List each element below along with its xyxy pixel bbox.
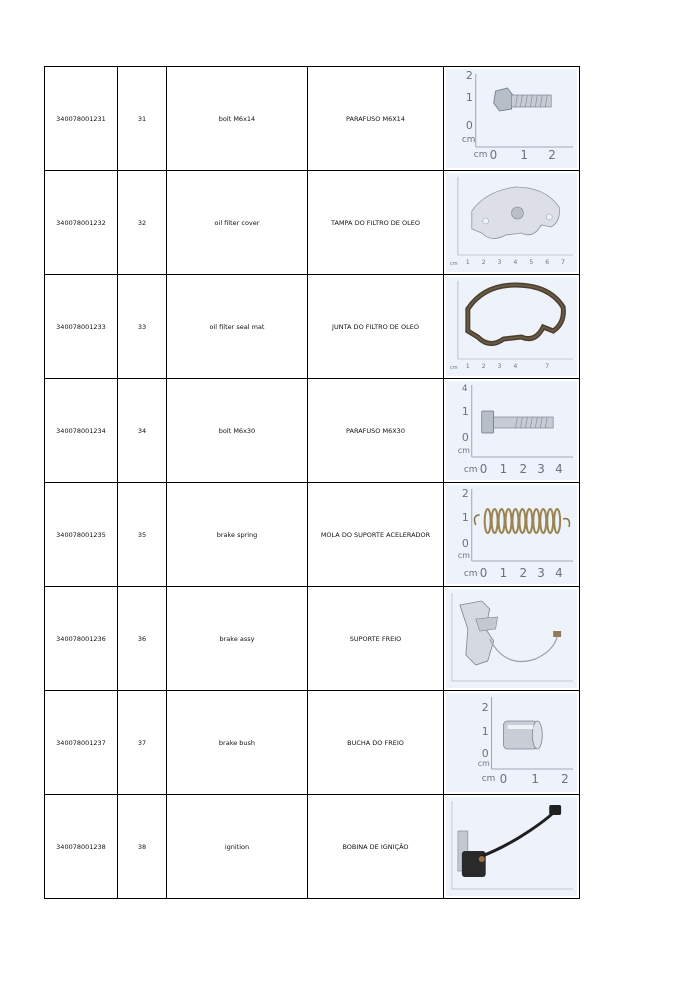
svg-text:6: 6 xyxy=(545,258,550,267)
svg-text:cm: cm xyxy=(463,568,478,580)
svg-text:3: 3 xyxy=(537,565,545,581)
svg-text:0: 0 xyxy=(499,771,508,787)
svg-text:0: 0 xyxy=(479,565,488,581)
part-photo-cell xyxy=(444,275,580,379)
part-name-en: oil filter cover xyxy=(167,171,308,275)
oil-filter-cover-photo xyxy=(446,173,577,272)
svg-text:2: 2 xyxy=(519,461,528,477)
bolt-m6x30-photo xyxy=(446,381,577,480)
brake-bush-photo xyxy=(446,693,577,792)
svg-text:cm: cm xyxy=(481,773,496,785)
part-code: 340078001234 xyxy=(45,379,118,483)
table-row xyxy=(45,67,580,171)
svg-text:3: 3 xyxy=(537,461,545,477)
part-photo-cell xyxy=(444,379,580,483)
part-photo-cell xyxy=(444,587,580,691)
ruler-tick-label: 1 xyxy=(520,147,529,163)
ruler-tick-label: 2 xyxy=(465,69,473,83)
svg-text:1: 1 xyxy=(465,258,470,267)
part-name-en: brake spring xyxy=(167,483,308,587)
part-number: 37 xyxy=(118,691,167,795)
svg-text:3: 3 xyxy=(497,362,502,371)
part-name-pt: JUNTA DO FILTRO DE OLEO xyxy=(308,275,444,379)
svg-text:cm: cm xyxy=(449,364,458,372)
svg-text:cm: cm xyxy=(477,758,490,769)
part-name-en: ignition xyxy=(167,795,308,899)
part-name-pt: BUCHA DO FREIO xyxy=(308,691,444,795)
ruler-tick-label: 0 xyxy=(465,118,473,133)
part-code: 340078001231 xyxy=(45,67,118,171)
svg-text:cm: cm xyxy=(463,464,478,476)
part-name-pt: SUPORTE FREIO xyxy=(308,587,444,691)
svg-text:2: 2 xyxy=(461,486,469,501)
svg-text:cm: cm xyxy=(457,445,470,456)
part-code: 340078001236 xyxy=(45,587,118,691)
svg-text:1: 1 xyxy=(461,510,469,525)
part-name-en: bolt M6x30 xyxy=(167,379,308,483)
table-row xyxy=(45,171,580,275)
brake-spring-photo xyxy=(446,485,577,584)
part-code: 340078001238 xyxy=(45,795,118,899)
part-name-en: oil filter seal mat xyxy=(167,275,308,379)
svg-text:4: 4 xyxy=(513,362,518,371)
ruler-tick-label: 2 xyxy=(548,147,556,163)
part-number: 33 xyxy=(118,275,167,379)
parts-table xyxy=(44,66,580,899)
table-row xyxy=(45,483,580,587)
part-name-pt: TAMPA DO FILTRO DE OLEO xyxy=(308,171,444,275)
svg-text:4: 4 xyxy=(555,461,563,477)
svg-text:0: 0 xyxy=(461,536,469,551)
svg-text:0: 0 xyxy=(481,746,489,761)
part-name-pt: PARAFUSO M6X14 xyxy=(308,67,444,171)
part-photo-cell xyxy=(444,67,580,171)
svg-text:5: 5 xyxy=(529,258,534,267)
part-name-en: brake assy xyxy=(167,587,308,691)
svg-text:2: 2 xyxy=(519,565,528,581)
part-number: 36 xyxy=(118,587,167,691)
svg-text:0: 0 xyxy=(461,430,469,445)
brake-assy-photo xyxy=(446,589,577,688)
part-code: 340078001233 xyxy=(45,275,118,379)
part-photo-cell xyxy=(444,483,580,587)
part-name-pt: PARAFUSO M6X30 xyxy=(308,379,444,483)
part-name-pt: BOBINA DE IGNIÇÃO xyxy=(308,795,444,899)
part-photo-cell xyxy=(444,795,580,899)
table-row xyxy=(45,587,580,691)
ruler-unit-label: cm xyxy=(473,149,488,161)
part-number: 34 xyxy=(118,379,167,483)
table-row xyxy=(45,275,580,379)
svg-text:2: 2 xyxy=(481,362,486,371)
ruler-tick-label: 0 xyxy=(489,147,498,163)
svg-text:3: 3 xyxy=(497,258,502,267)
ruler-tick-label: 1 xyxy=(465,90,473,105)
part-photo-cell xyxy=(444,691,580,795)
svg-text:4: 4 xyxy=(513,258,518,267)
svg-text:1: 1 xyxy=(461,404,469,419)
parts-table-body xyxy=(45,67,580,899)
part-number: 32 xyxy=(118,171,167,275)
svg-text:1: 1 xyxy=(499,461,508,477)
part-number: 38 xyxy=(118,795,167,899)
svg-text:7: 7 xyxy=(545,362,550,371)
part-photo-cell xyxy=(444,171,580,275)
part-code: 340078001232 xyxy=(45,171,118,275)
svg-text:4: 4 xyxy=(555,565,563,581)
part-number: 35 xyxy=(118,483,167,587)
bolt-m6x14-photo xyxy=(446,69,577,168)
svg-text:0: 0 xyxy=(479,461,488,477)
table-row xyxy=(45,691,580,795)
part-name-en: bolt M6x14 xyxy=(167,67,308,171)
part-code: 340078001237 xyxy=(45,691,118,795)
svg-text:2: 2 xyxy=(481,700,489,715)
ruler-unit-label: cm xyxy=(461,134,476,146)
svg-text:1: 1 xyxy=(531,771,539,787)
part-name-pt: MOLA DO SUPORTE ACELERADOR xyxy=(308,483,444,587)
part-name-en: brake bush xyxy=(167,691,308,795)
svg-text:cm: cm xyxy=(457,550,470,561)
table-row xyxy=(45,379,580,483)
svg-text:2: 2 xyxy=(481,258,486,267)
svg-text:4: 4 xyxy=(461,383,468,395)
svg-text:1: 1 xyxy=(481,724,489,739)
part-code: 340078001235 xyxy=(45,483,118,587)
oil-filter-seal-mat-photo xyxy=(446,277,577,376)
table-row xyxy=(45,795,580,899)
ignition-coil-photo xyxy=(446,797,577,896)
svg-text:1: 1 xyxy=(499,565,508,581)
svg-text:7: 7 xyxy=(561,258,565,267)
svg-text:2: 2 xyxy=(561,771,569,787)
svg-text:cm: cm xyxy=(449,260,458,268)
part-number: 31 xyxy=(118,67,167,171)
svg-text:1: 1 xyxy=(465,362,470,371)
